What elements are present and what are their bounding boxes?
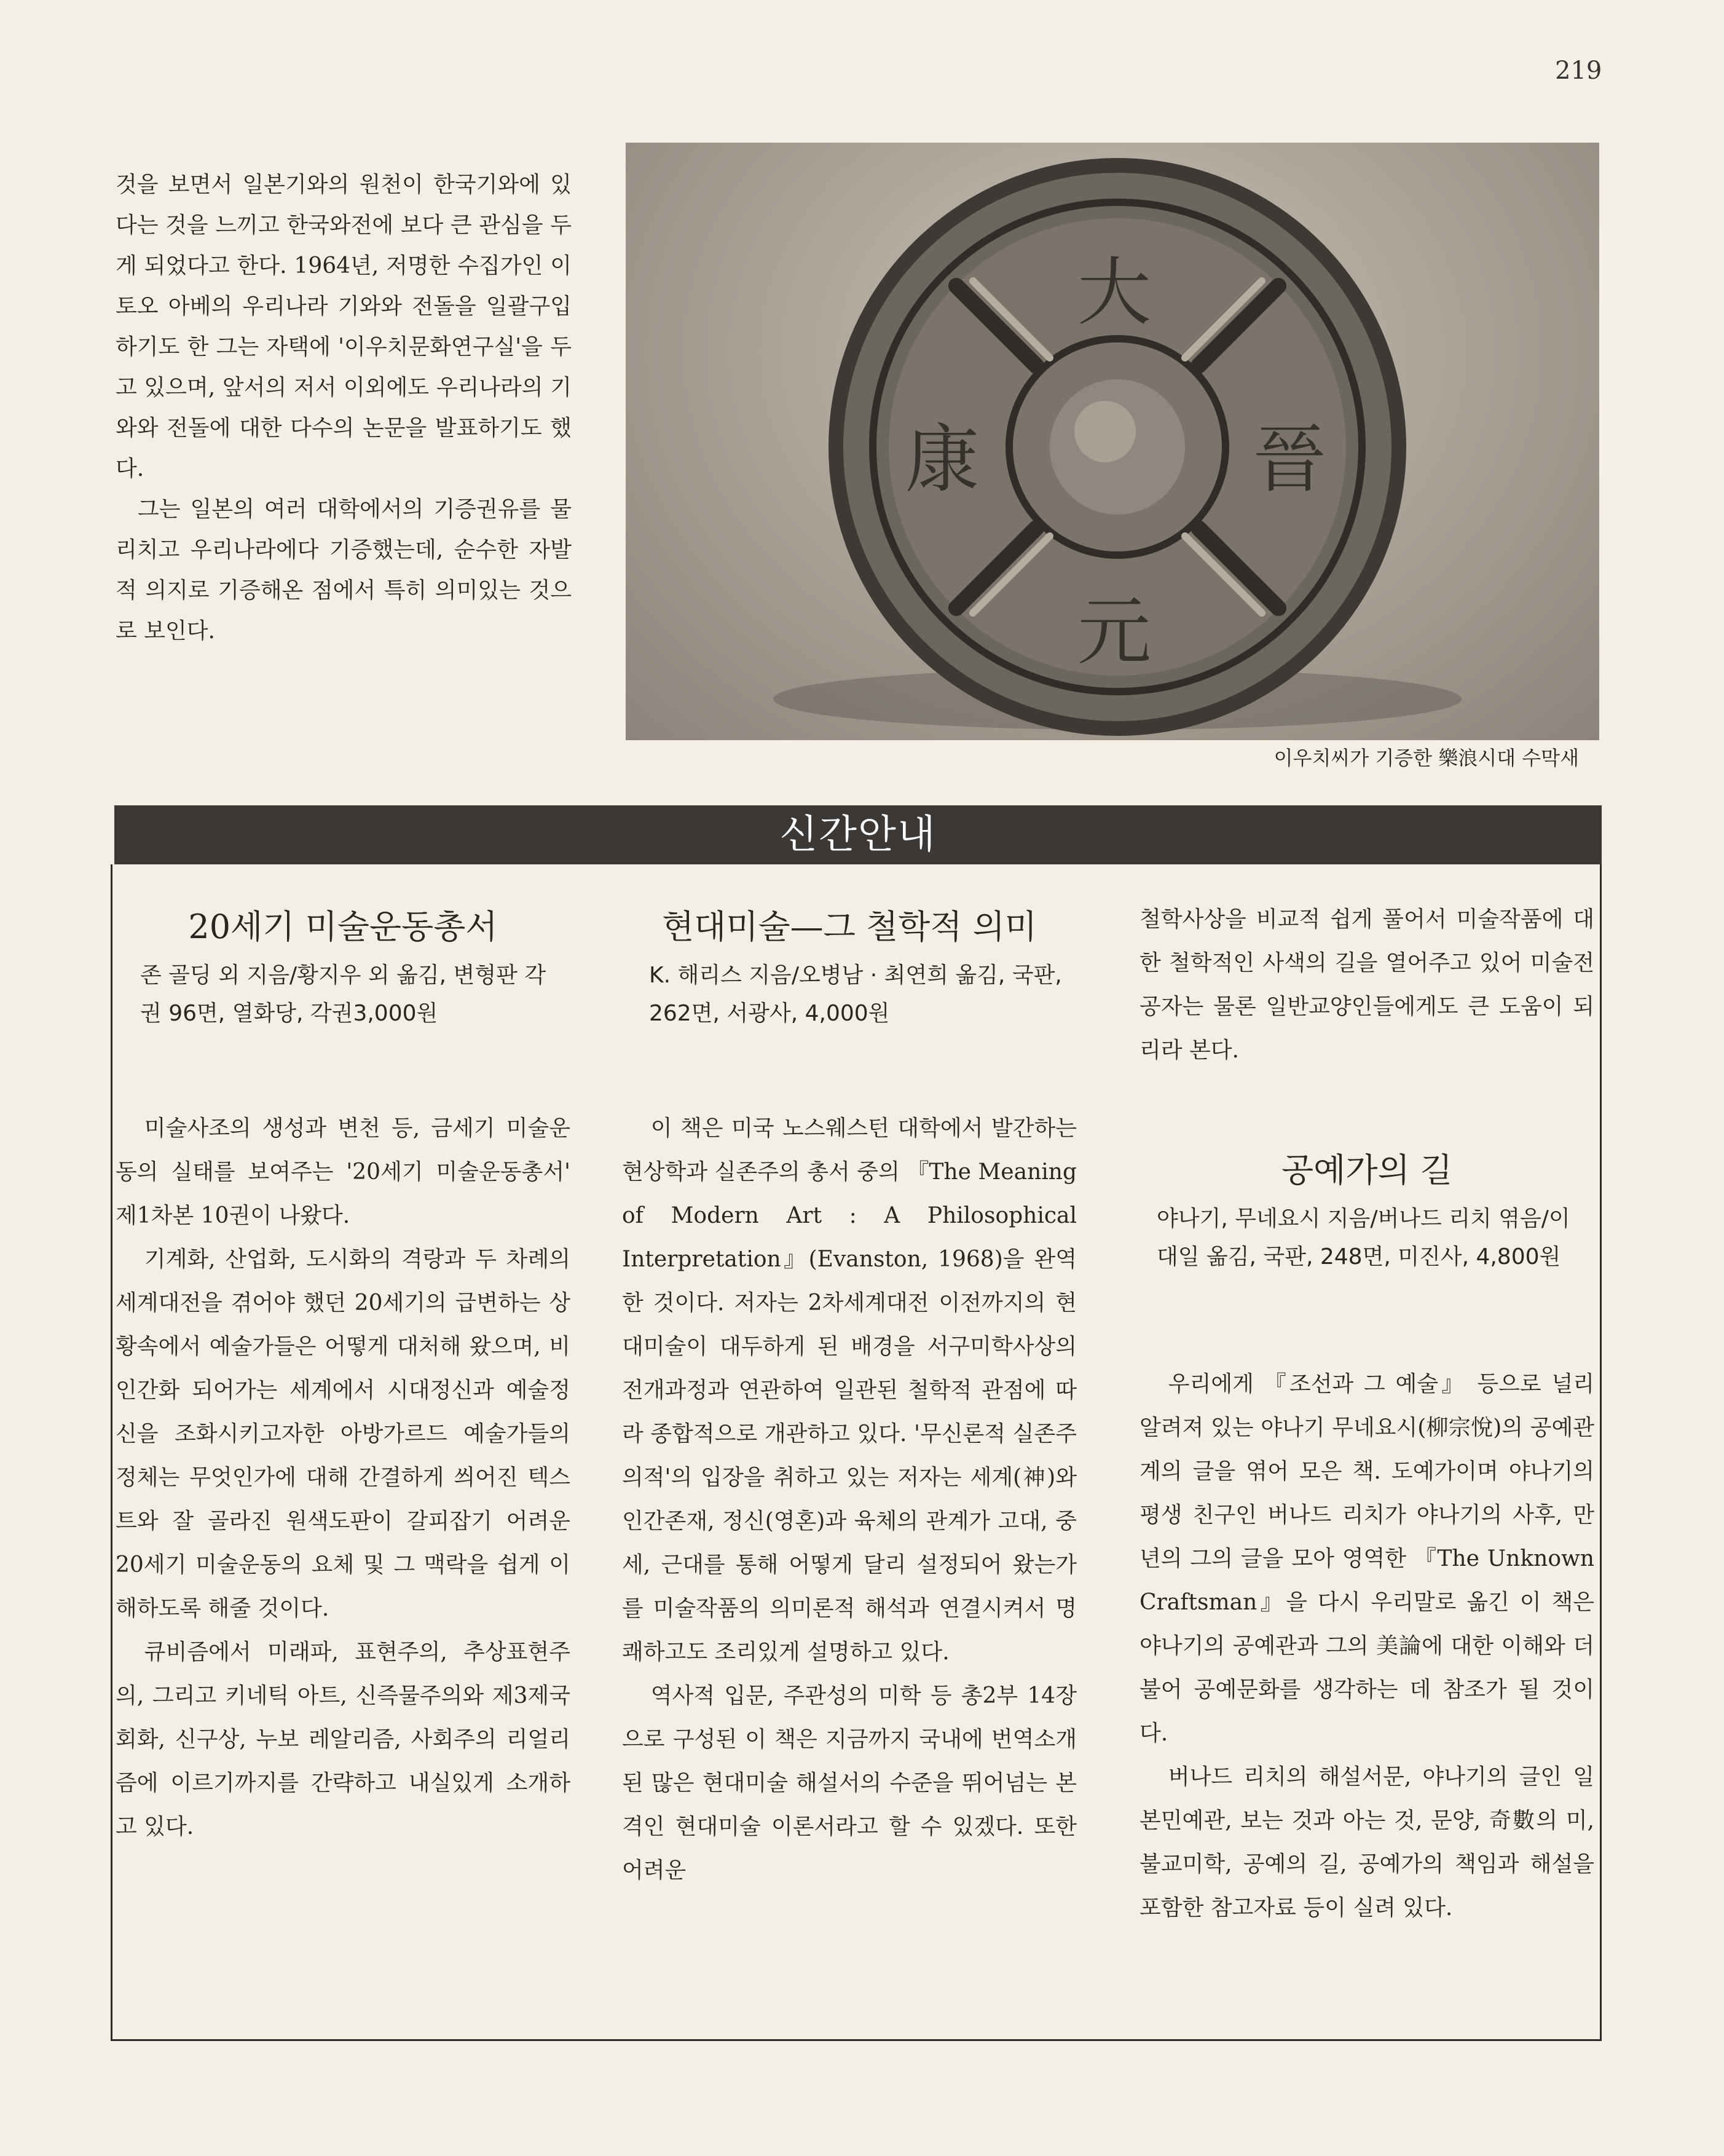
book-meta: 존 골딩 외 지음/황지우 외 옮김, 변형판 각권 96면, 열화당, 각권3,000원 — [140, 963, 546, 1026]
book-review — [116, 1107, 570, 1849]
tile-inscription-right: 晉 — [1253, 417, 1326, 503]
review-paragraph: 큐비즘에서 미래파, 표현주의, 추상표현주의, 그리고 키네틱 아트, 신즉물주의와 제3제국 회화, 신구상, 누보 레알리즘, 사회주의 리얼리즘에 이르기까지를 간략하고 내실있게 소개하고 있다. — [116, 1640, 570, 1839]
book-title: 20세기 미술운동총서 — [188, 907, 498, 946]
review-paragraph: 버나드 리치의 해설서문, 야나기의 글인 일본민예관, 보는 것과 아는 것, 문양, 奇數의 미, 불교미학, 공예의 길, 공예가의 책임과 해설을 포함한 참고자료 등이 실려 있다. — [1139, 1764, 1594, 1921]
book-column-3 — [1139, 898, 1594, 1930]
tile-inscription-top: 大 — [1077, 250, 1151, 336]
review-continuation — [1139, 898, 1594, 1072]
review-paragraph: 우리에게 『조선과 그 예술』 등으로 널리 알려져 있는 야나기 무네요시(柳宗悅)의 공예관계의 글을 엮어 모은 책. 도예가이며 야나기의 평생 친구인 버나드 리치가 야나기의 사후, 만년의 그의 글을 모아 영역한 『The Unknown Craftsman』을 다시 우리말로 옮긴 이 책은 야나기의 공예관과 그의 美論에 대한 이해와 더불어 공예문화를 생각하는 데 참조가 될 것이다. — [1139, 1372, 1594, 1746]
intro-paragraph: 것을 보면서 일본기와의 원천이 한국기와에 있다는 것을 느끼고 한국와전에 보다 큰 관심을 두게 되었다고 한다. 1964년, 저명한 수집가인 이토오 아베의 우리나라 기와와 전돌을 일괄구입하기도 한 그는 자택에 '이우치문화연구실'을 두고 있으며, 앞서의 저서 이외에도 우리나라의 기와와 전돌에 대한 다수의 논문을 발표하기도 했다. — [116, 172, 572, 481]
section-banner — [114, 805, 1602, 864]
section-title: 신간안내 — [779, 812, 937, 858]
book-column-2 — [622, 898, 1077, 1892]
photo-caption: 이우치씨가 기증한 樂浪시대 수막새 — [1273, 746, 1579, 770]
review-paragraph: 이 책은 미국 노스웨스턴 대학에서 발간하는 현상학과 실존주의 총서 중의 『The Meaning of Modern Art : A Philosophical Interpretation』(Evanston, 1968)을 완역한 것이다. 저자는 2차세계대전 이전까지의 현대미술이 대두하게 된 배경을 서구미학사상의 전개과정과 연관하여 일관된 철학적 관점에 따라 종합적으로 개관하고 있다. '무신론적 실존주의적'의 입장을 취하고 있는 저자는 세계(神)와 인간존재, 정신(영혼)과 육체의 관계가 고대, 중세, 근대를 통해 어떻게 달리 설정되어 왔는가를 미술작품의 의미론적 해석과 연결시켜서 명쾌하고도 조리있게 설명하고 있다. — [622, 1116, 1077, 1665]
review-paragraph: 철학사상을 비교적 쉽게 풀어서 미술작품에 대한 철학적인 사색의 길을 열어주고 있어 미술전공자는 물론 일반교양인들에게도 큰 도움이 되리라 본다. — [1139, 907, 1594, 1063]
review-paragraph: 역사적 입문, 주관성의 미학 등 총2부 14장으로 구성된 이 책은 지금까지 국내에 번역소개된 많은 현대미술 해설서의 수준을 뛰어넘는 본격인 현대미술 이론서라고 할 수 있겠다. 또한 어려운 — [622, 1683, 1077, 1883]
tile-inscription-left: 康 — [905, 417, 979, 503]
book-title: 현대미술—그 철학적 의미 — [662, 907, 1037, 946]
intro-text — [116, 165, 572, 652]
book-column-1 — [116, 898, 570, 1849]
review-paragraph: 기계화, 산업화, 도시화의 격랑과 두 차례의 세계대전을 겪어야 했던 20세기의 급변하는 상황속에서 예술가들은 어떻게 대처해 왔으며, 비인간화 되어가는 세계에서 시대정신과 예술정신을 조화시키고자한 아방가르드 예술가들의 정체는 무엇인가에 대해 간결하게 씌어진 텍스트와 잘 골라진 원색도판이 갈피잡기 어려운 20세기 미술운동의 요체 및 그 맥락을 쉽게 이해하도록 해줄 것이다. — [116, 1247, 570, 1621]
book-review — [622, 1107, 1077, 1892]
book-meta: K. 해리스 지음/오병남 · 최연희 옮김, 국판, 262면, 서광사, 4,000원 — [649, 963, 1062, 1026]
book-meta: 야나기, 무네요시 지음/버나드 리치 엮음/이대일 옮김, 국판, 248면, 미진사, 4,800원 — [1157, 1206, 1570, 1270]
page-number: 219 — [1555, 57, 1602, 85]
roof-tile-photo — [626, 143, 1599, 740]
book-title: 공예가의 길 — [1281, 1151, 1452, 1190]
review-paragraph: 미술사조의 생성과 변천 등, 금세기 미술운동의 실태를 보여주는 '20세기 미술운동총서' 제1차본 10권이 나왔다. — [116, 1116, 570, 1228]
book-review — [1139, 1362, 1594, 1930]
tile-inscription-bottom: 元 — [1077, 590, 1151, 675]
intro-paragraph: 그는 일본의 여러 대학에서의 기증권유를 물리치고 우리나라에다 기증했는데, 순수한 자발적 의지로 기증해온 점에서 특히 의미있는 것으로 보인다. — [116, 497, 572, 644]
